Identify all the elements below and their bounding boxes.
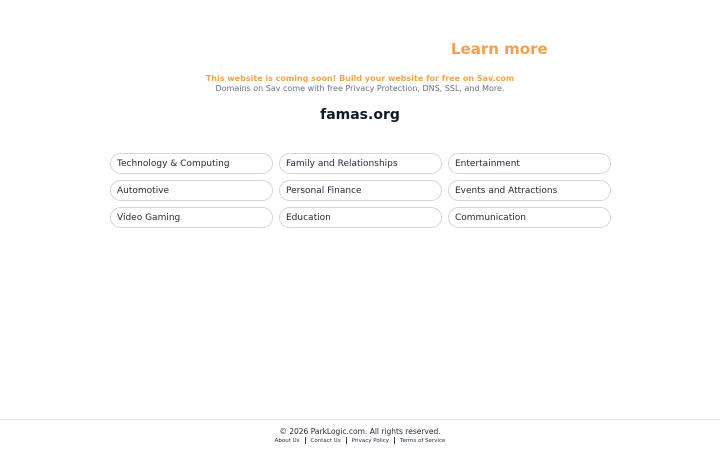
category-link[interactable]: Personal Finance <box>279 180 442 201</box>
footer-link-contact[interactable]: Contact Us <box>310 437 341 444</box>
footer-link-privacy[interactable]: Privacy Policy <box>351 437 390 444</box>
domain-title: famas.org <box>320 107 400 123</box>
category-link[interactable]: Technology & Computing <box>110 153 273 174</box>
category-link[interactable]: Video Gaming <box>110 207 273 228</box>
category-link[interactable]: Entertainment <box>448 153 611 174</box>
footer <box>0 419 720 450</box>
learn-more-link[interactable]: Learn more <box>451 40 548 58</box>
footer-link-terms[interactable]: Terms of Service <box>400 437 446 444</box>
copyright-text: © 2026 ParkLogic.com. All rights reserved. <box>279 427 441 436</box>
promo-headline[interactable]: This website is coming soon! Build your website for free on Sav.com <box>205 74 515 83</box>
footer-links <box>0 437 720 444</box>
category-link[interactable]: Events and Attractions <box>448 180 611 201</box>
category-grid <box>110 153 611 228</box>
category-link[interactable]: Family and Relationships <box>279 153 442 174</box>
category-link[interactable]: Automotive <box>110 180 273 201</box>
promo-subline: Domains on Sav come with free Privacy Protection, DNS, SSL, and More. <box>215 84 505 93</box>
category-link[interactable]: Education <box>279 207 442 228</box>
footer-link-about[interactable]: About Us <box>274 437 300 444</box>
category-link[interactable]: Communication <box>448 207 611 228</box>
